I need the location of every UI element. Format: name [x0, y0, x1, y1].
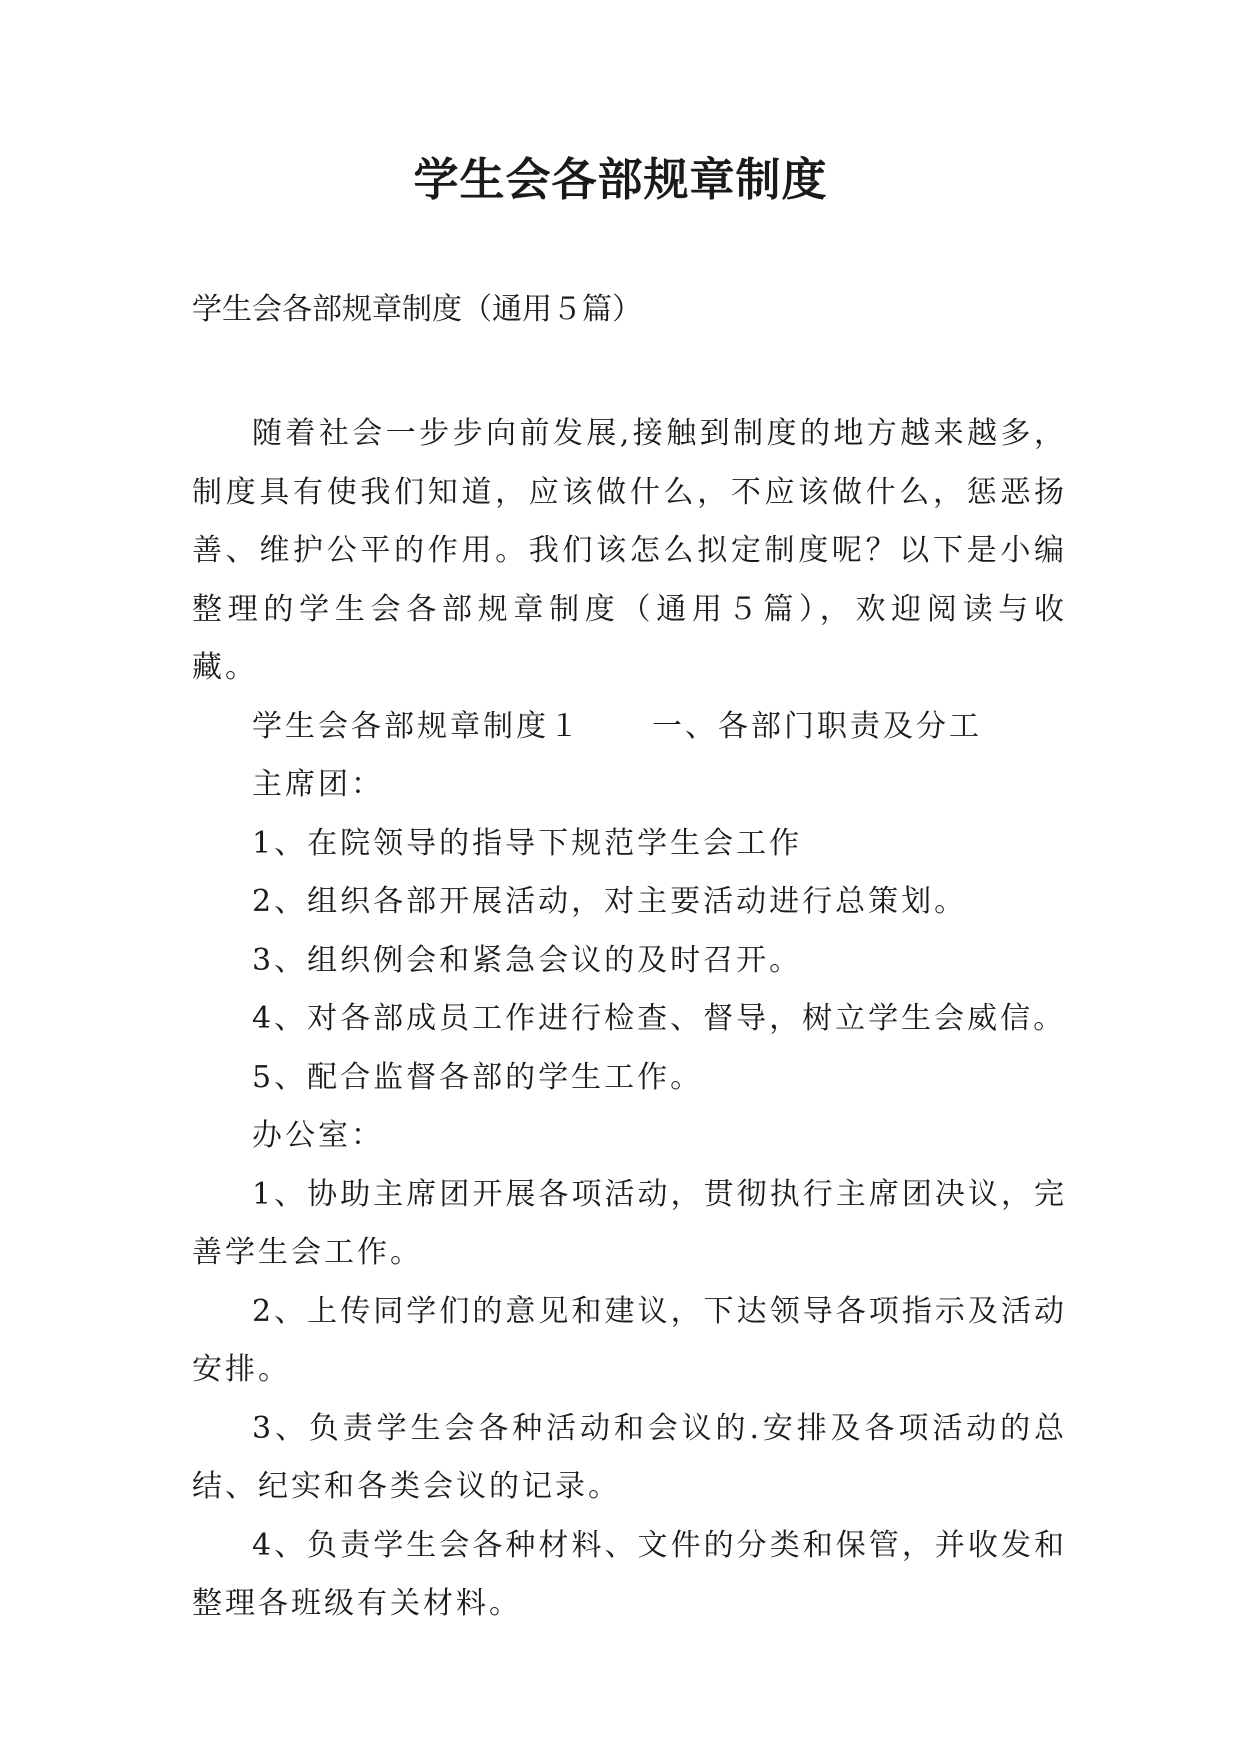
presidium-label: 主席团： — [252, 767, 384, 802]
intro-paragraph: 随着社会一步步向前发展,接触到制度的地方越来越多，制度具有使我们知道，应该做什么，不应该做什么，惩恶扬善、维护公平的作用。我们该怎么拟定制度呢？以下是小编整理的学生会各部规章制度（通用５篇），欢迎阅读与收藏。 — [192, 416, 1067, 685]
document-title: 学生会各部规章制度 — [413, 153, 828, 206]
section-heading: 一、各部门职责及分工 — [652, 708, 982, 744]
office-item: 1、协助主席团开展各项活动，贯彻执行主席团决议，完善学生会工作。 — [192, 1176, 1067, 1270]
presidium-item: 2、组织各部开展活动，对主要活动进行总策划。 — [252, 884, 968, 919]
section-title: 学生会各部规章制度１ — [252, 708, 582, 744]
section-heading-line — [192, 698, 1067, 757]
document-subtitle: 学生会各部规章制度（通用５篇） — [192, 292, 642, 327]
office-label: 办公室： — [252, 1118, 384, 1153]
office-item: 2、上传同学们的意见和建议，下达领导各项指示及活动安排。 — [192, 1293, 1067, 1387]
presidium-item: 4、对各部成员工作进行检查、督导，树立学生会威信。 — [252, 1001, 1067, 1036]
presidium-item: 1、在院领导的指导下规范学生会工作 — [252, 825, 803, 861]
office-item: 3、负责学生会各种活动和会议的.安排及各项活动的总结、纪实和各类会议的记录。 — [192, 1410, 1067, 1504]
presidium-item: 3、组织例会和紧急会议的及时召开。 — [252, 942, 803, 978]
presidium-item: 5、配合监督各部的学生工作。 — [252, 1059, 704, 1095]
document-body — [192, 405, 1067, 1634]
office-item: 4、负责学生会各种材料、文件的分类和保管，并收发和整理各班级有关材料。 — [192, 1527, 1067, 1621]
